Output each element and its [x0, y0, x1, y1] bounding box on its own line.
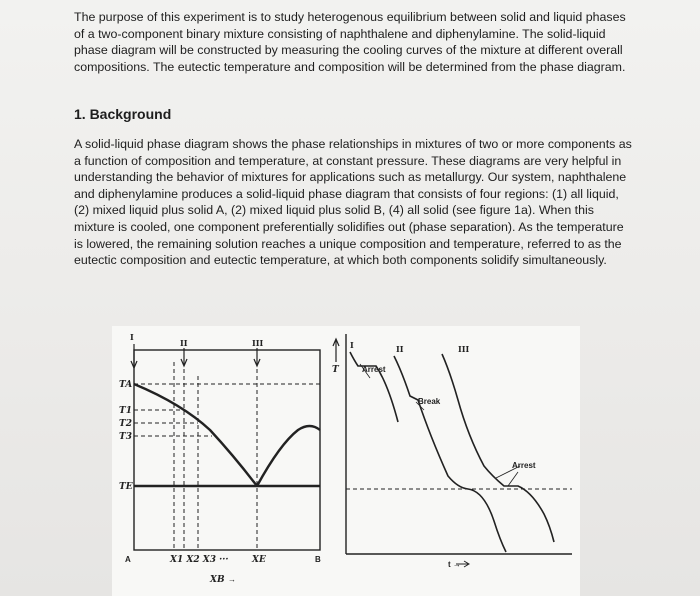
comp-label-iii: III [252, 338, 264, 348]
arrest-1-label: Arrest [362, 365, 386, 374]
axis-end-b: B [315, 555, 321, 564]
temp-label-ta: TA [119, 380, 133, 390]
temp-label-te: TE [119, 482, 133, 492]
x-axis-label: XB [210, 575, 225, 585]
comp-label-i: I [130, 332, 134, 342]
liquidus-curve-b [257, 426, 320, 486]
liquidus-curve-a [134, 384, 257, 486]
figure-svg [112, 326, 580, 596]
figure-1a [112, 326, 580, 596]
x-tick-labels: X1 X2 X3 ··· [170, 555, 229, 565]
cooling-curve-iii [442, 354, 554, 542]
break-label: Break [418, 397, 441, 406]
temp-label-t2: T2 [119, 419, 132, 429]
curve-label-i: I [350, 340, 354, 350]
comp-label-ii: II [180, 338, 188, 348]
curve-label-iii: III [458, 344, 470, 354]
phase-diagram [131, 344, 320, 550]
cooling-curve-i [350, 352, 398, 422]
arrest-2-label: Arrest [512, 461, 536, 470]
temp-label-t3: T3 [119, 432, 132, 442]
cooling-y-label: T [332, 365, 339, 375]
cooling-curve-ii [394, 356, 506, 552]
x-axis-arrow: → [228, 575, 236, 584]
time-axis-label: t → [448, 560, 461, 569]
x-eutectic-label: XE [252, 555, 266, 565]
background-heading: 1. Background [74, 106, 172, 122]
curve-label-ii: II [396, 344, 404, 354]
intro-paragraph: The purpose of this experiment is to study heterogenous equilibrium between solid and liquid phases of a two-component binary mixture consisting of naphthalene and diphenylamine. The solid-liquid phase diagram will be constructed by measuring the cooling curves of the mixture at different overall compositions. The eutectic temperature and composition will be determined from the phase diagram. [74, 10, 626, 74]
background-paragraph: A solid-liquid phase diagram shows the phase relationships in mixtures of two or more components as a function of composition and temperature, at constant pressure. These diagrams are very helpful in understanding the behavior of mixtures for applications such as metallurgy. Our system, naphthalene and diphenylamine produces a solid-liquid phase diagram that consists of four regions: (1) all liquid, (2) mixed liquid plus solid A, (2) mixed liquid plus solid B, (4) all solid (see figure 1a). When this mixture is cooled, one component preferentially solidifies out (phase separation). As the temperature is lowered, the remaining solution reaches a unique composition and temperature, referred to as the eutectic composition and eutectic temperature, at which both components solidify simultaneously. [74, 137, 632, 268]
axis-end-a: A [125, 555, 131, 564]
temp-label-t1: T1 [119, 406, 132, 416]
arrest-2-pointer-b [508, 472, 518, 486]
